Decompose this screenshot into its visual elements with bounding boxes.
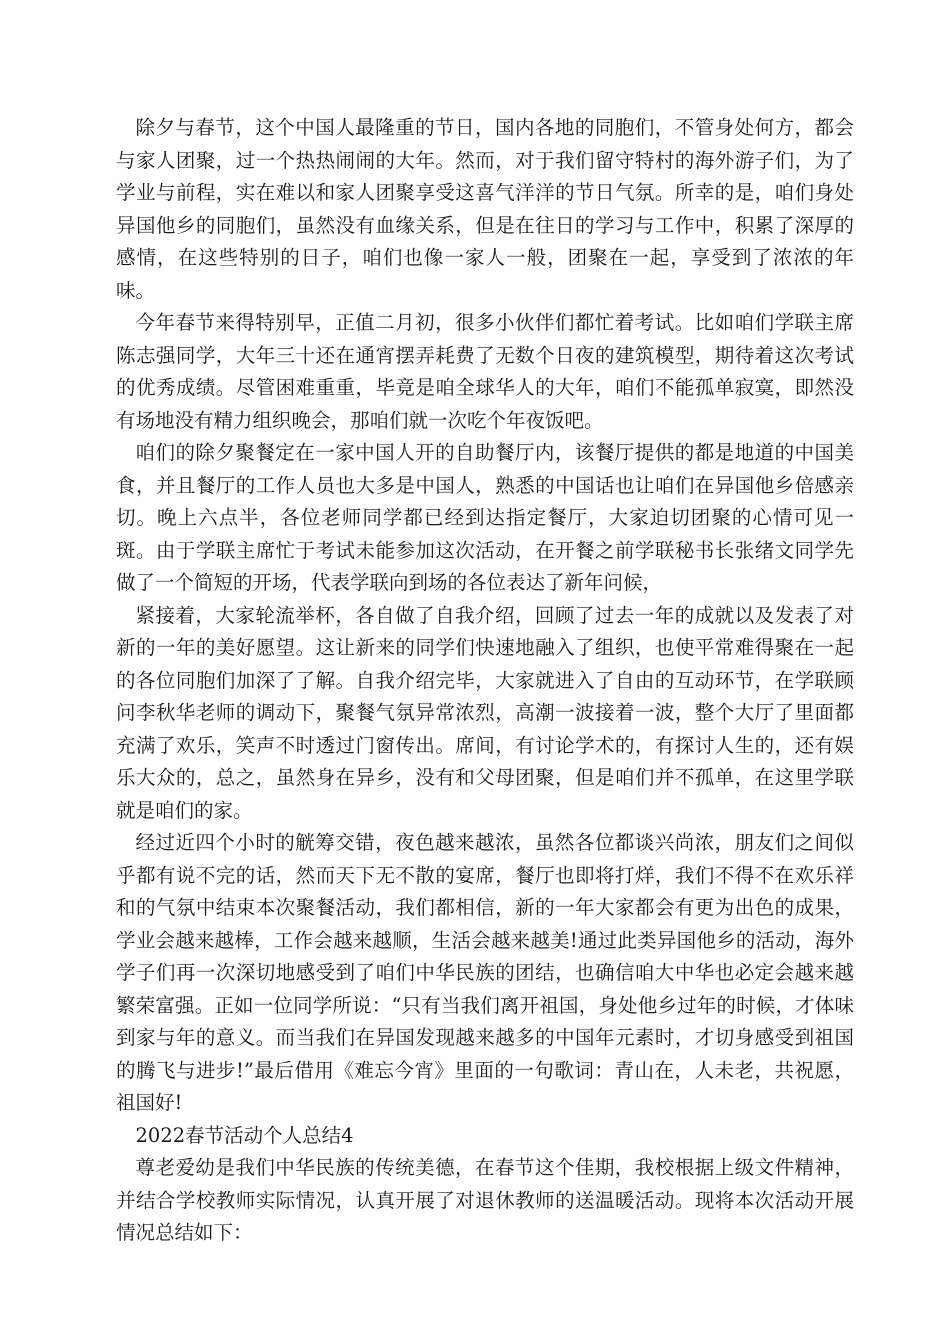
paragraph-6: 尊老爱幼是我们中华民族的传统美德，在春节这个佳期，我校根据上级文件精神，并结合学校教师实际情况，认真开展了对退休教师的送温暖活动。现将本次活动开展情况总结如下： (116, 1156, 854, 1244)
document-page (116, 112, 854, 1250)
paragraph-1: 除夕与春节，这个中国人最隆重的节日，国内各地的同胞们，不管身处何方，都会与家人团聚，过一个热热闹闹的大年。然而，对于我们留守特村的海外游子们，为了学业与前程，实在难以和家人团聚享受这喜气洋洋的节日气氛。所幸的是，咱们身处异国他乡的同胞们，虽然没有血缘关系，但是在往日的学习与工作中，积累了深厚的感情，在这些特别的日子，咱们也像一家人一般，团聚在一起，享受到了浓浓的年味。 (116, 116, 854, 302)
section-heading: 2022春节活动个人总结4 (135, 1123, 354, 1147)
paragraph-5: 经过近四个小时的觥筹交错，夜色越来越浓，虽然各位都谈兴尚浓，朋友们之间似乎都有说不完的话，然而天下无不散的宴席，餐厅也即将打烊，我们不得不在欢乐祥和的气氛中结束本次聚餐活动，我们都相信，新的一年大家都会有更为出色的成果，学业会越来越棒，工作会越来越顺，生活会越来越美!通过此类异国他乡的活动，海外学子们再一次深切地感受到了咱们中华民族的团结，也确信咱大中华也必定会越来越繁荣富强。正如一位同学所说：“只有当我们离开祖国，身处他乡过年的时候，才体味到家与年的意义。而当我们在异国发现越来越多的中国年元素时，才切身感受到祖国的腾飞与进步!”最后借用《难忘今宵》里面的一句歌词：青山在，人未老，共祝愿，祖国好! (116, 831, 854, 1114)
paragraph-2: 今年春节来得特别早，正值二月初，很多小伙伴们都忙着考试。比如咱们学联主席陈志强同学，大年三十还在通宵摆弄耗费了无数个日夜的建筑模型，期待着这次考试的优秀成绩。尽管困难重重，毕竟是咱全球华人的大年，咱们不能孤单寂寞，即然没有场地没有精力组织晚会，那咱们就一次吃个年夜饭吧。 (116, 311, 854, 432)
paragraph-3: 咱们的除夕聚餐定在一家中国人开的自助餐厅内，该餐厅提供的都是地道的中国美食，并且餐厅的工作人员也大多是中国人，熟悉的中国话也让咱们在异国他乡倍感亲切。晚上六点半，各位老师同学都已经到达指定餐厅，大家迫切团聚的心情可见一斑。由于学联主席忙于考试未能参加这次活动，在开餐之前学联秘书长张绪文同学先做了一个简短的开场，代表学联向到场的各位表达了新年问候， (116, 441, 854, 594)
paragraph-4: 紧接着，大家轮流举杯，各自做了自我介绍，回顾了过去一年的成就以及发表了对新的一年的美好愿望。这让新来的同学们快速地融入了组织，也使平常难得聚在一起的各位同胞们加深了了解。自我介绍完毕，大家就进入了自由的互动环节，在学联顾问李秋华老师的调动下，聚餐气氛异常浓烈，高潮一波接着一波，整个大厅了里面都充满了欢乐，笑声不时透过门窗传出。席间，有讨论学术的，有探讨人生的，还有娱乐大众的，总之，虽然身在异乡，没有和父母团聚，但是咱们并不孤单，在这里学联就是咱们的家。 (116, 603, 854, 822)
